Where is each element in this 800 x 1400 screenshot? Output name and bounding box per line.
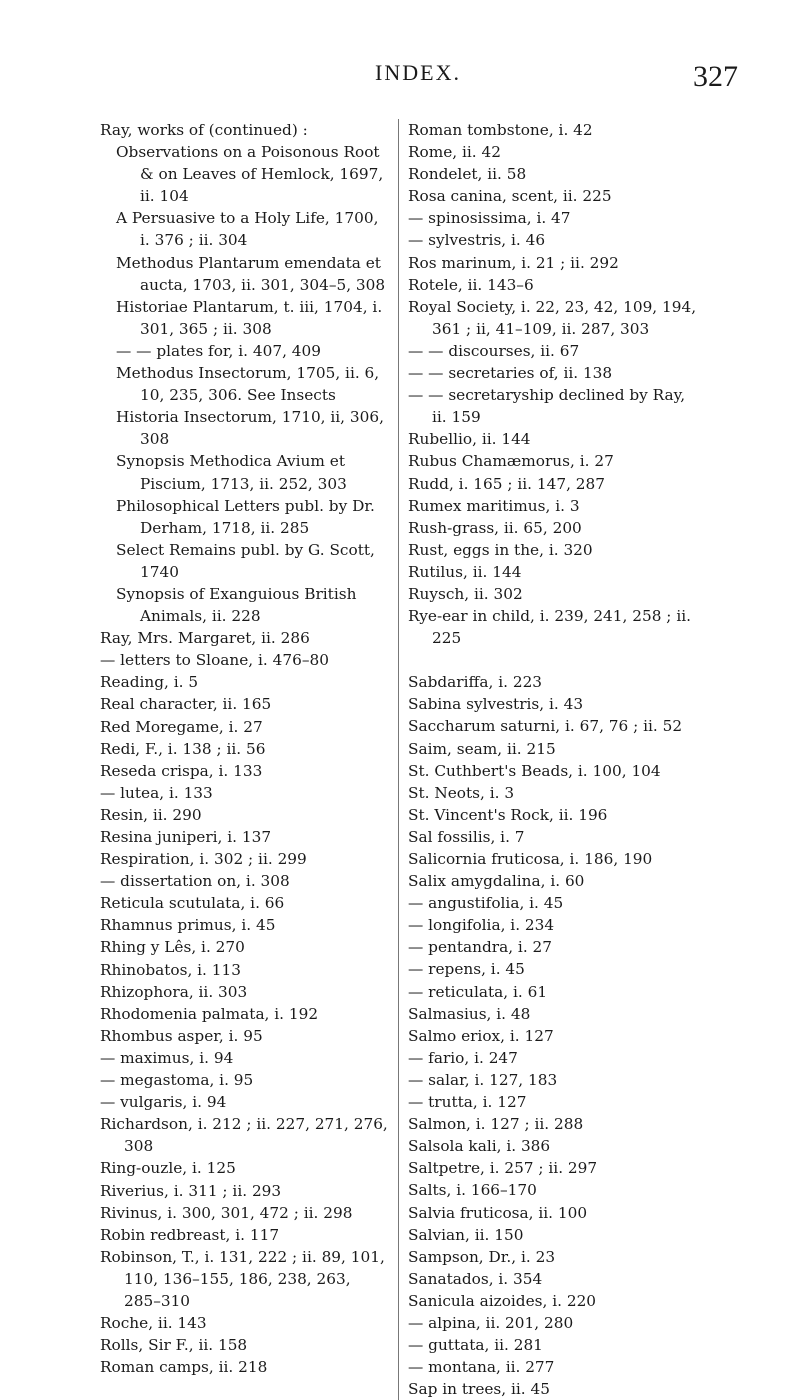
index-entry: Salmo eriox, i. 127 [408,1026,554,1045]
index-entry: Methodus Plantarum emendata et aucta, 1703, ii. 301, 304–5, 308 [116,253,386,294]
index-entry: Rush-grass, ii. 65, 200 [408,518,582,537]
index-entry: — sylvestris, i. 46 [408,231,546,250]
index-entry: Ruysch, ii. 302 [408,584,523,603]
index-entry: Ray, Mrs. Margaret, ii. 286 [100,629,310,648]
index-entry: — trutta, i. 127 [408,1093,527,1112]
index-entry: Rhombus asper, i. 95 [100,1026,263,1045]
index-entry: — guttata, ii. 281 [408,1336,543,1355]
index-entry: Saim, seam, ii. 215 [408,739,556,758]
index-entry: — — plates for, i. 407, 409 [116,341,321,360]
index-entry: — repens, i. 45 [408,960,525,979]
index-entry: — lutea, i. 133 [100,783,213,802]
index-entry: Philosophical Letters publ. by Dr. Derham, 1718, ii. 285 [116,496,375,537]
index-entry: Rotele, ii. 143–6 [408,275,534,294]
index-entry: Riverius, i. 311 ; ii. 293 [100,1181,282,1200]
index-entry: Rosa canina, scent, ii. 225 [408,187,612,206]
index-entry: Salicornia fruticosa, i. 186, 190 [408,850,653,868]
index-entry: — — discourses, ii. 67 [408,341,580,360]
index-entry: Rolls, Sir F., ii. 158 [100,1336,248,1355]
index-entry: — pentandra, i. 27 [408,938,553,957]
index-entry: Rumex maritimus, i. 3 [408,496,580,515]
index-entry: — maximus, i. 94 [100,1048,234,1067]
page-title: INDEX. [375,60,461,85]
index-entry: — salar, i. 127, 183 [408,1070,558,1089]
index-entry: Red Moregame, i. 27 [100,717,263,736]
index-entry: Salsola kali, i. 386 [408,1137,551,1156]
index-entry: Richardson, i. 212 ; ii. 227, 271, 276, 308 [100,1115,388,1156]
index-entry: Rome, ii. 42 [408,143,501,162]
index-entry: Observations on a Poisonous Root & on Leaves of Hemlock, 1697, ii. 104 [116,143,384,206]
page-number: 327 [693,60,738,93]
index-entry: Resina juniperi, i. 137 [100,828,272,846]
index-entry: — fario, i. 247 [408,1048,518,1067]
index-entry: Saccharum saturni, i. 67, 76 ; ii. 52 [408,717,683,736]
index-entry: Robinson, T., i. 131, 222 ; ii. 89, 101, 110, 136–155, 186, 238, 263, 285–310 [100,1247,385,1310]
index-entry: Select Remains publ. by G. Scott, 1740 [116,540,375,581]
index-entry: Sanatados, i. 354 [408,1269,543,1288]
index-entry: Sanicula aizoides, i. 220 [408,1291,597,1310]
index-entry: Reseda crispa, i. 133 [100,761,263,780]
index-entry: Roche, ii. 143 [100,1314,207,1333]
index-entry: Rhizophora, ii. 303 [100,982,248,1001]
index-entry: Sal fossilis, i. 7 [408,827,525,846]
index-entry: Sap in trees, ii. 45 [408,1380,550,1399]
index-entry: Rubus Chamæmorus, i. 27 [408,452,614,471]
index-entry: Reading, i. 5 [100,673,199,692]
index-entry: Ros marinum, i. 21 ; ii. 292 [408,253,619,272]
index-entry: St. Cuthbert's Beads, i. 100, 104 [408,761,661,780]
index-entry: Synopsis Methodica Avium et Piscium, 1713, ii. 252, 303 [116,452,347,493]
index-entry: Rye-ear in child, i. 239, 241, 258 ; ii. 225 [408,607,691,648]
index-entry: Salmon, i. 127 ; ii. 288 [408,1115,584,1134]
index-entry: — angustifolia, i. 45 [408,894,564,913]
index-entry: Robin redbreast, i. 117 [100,1225,280,1244]
index-entry: Rhamnus primus, i. 45 [100,916,276,935]
index-entry: Real character, ii. 165 [100,695,272,714]
index-entry: — — secretaryship declined by Ray, ii. 159 [408,386,686,427]
index-entry: Methodus Insectorum, 1705, ii. 6, 10, 235, 306. See Insects [116,364,380,405]
index-entry: Sampson, Dr., i. 23 [408,1247,556,1266]
index-entry: Reticula scutulata, i. 66 [100,894,285,913]
index-entry: — letters to Sloane, i. 476–80 [100,651,329,670]
index-entry: Redi, F., i. 138 ; ii. 56 [100,739,266,758]
index-entry: — vulgaris, i. 94 [100,1093,227,1112]
index-entry: Historia Insectorum, 1710, ii, 306, 308 [116,408,384,449]
index-column-left [100,119,392,1378]
index-entry: Salmasius, i. 48 [408,1004,531,1023]
index-entry: — dissertation on, i. 308 [100,872,290,891]
index-entry: — alpina, ii. 201, 280 [408,1313,574,1332]
index-entry: Ray, works of (continued) : [100,121,308,139]
index-entry: Salvian, ii. 150 [408,1225,524,1244]
index-entry: St. Vincent's Rock, ii. 196 [408,805,608,824]
index-entry: — spinosissima, i. 47 [408,209,571,228]
index-entry: Salvia fruticosa, ii. 100 [408,1203,588,1222]
index-entry: Respiration, i. 302 ; ii. 299 [100,850,307,869]
index-entry: Salts, i. 166–170 [408,1181,537,1200]
index-entry: — megastoma, i. 95 [100,1071,254,1090]
index-entry: Rust, eggs in the, i. 320 [408,540,593,559]
index-entry: — longifolia, i. 234 [408,916,555,935]
index-entry: Ring-ouzle, i. 125 [100,1159,236,1178]
index-entry: Salix amygdalina, i. 60 [408,872,585,891]
index-entry: Rutilus, ii. 144 [408,562,522,581]
index-entry: — montana, ii. 277 [408,1358,555,1377]
index-entry: Roman camps, ii. 218 [100,1358,268,1377]
page-header [98,60,738,96]
index-entry: Rhing y Lês, i. 270 [100,938,245,957]
index-entry: Rivinus, i. 300, 301, 472 ; ii. 298 [100,1203,353,1222]
index-entry: Rhinobatos, i. 113 [100,960,241,979]
index-entry: Sabdariffa, i. 223 [408,673,543,692]
index-entry: Saltpetre, i. 257 ; ii. 297 [408,1159,598,1178]
index-entry: — — secretaries of, ii. 138 [408,364,613,383]
index-column-right [398,119,698,1400]
index-entry: Rubellio, ii. 144 [408,430,531,449]
index-entry: Rondelet, ii. 58 [408,165,527,184]
index-entry: Historiae Plantarum, t. iii, 1704, i. 301, 365 ; ii. 308 [116,297,383,338]
index-entry: Synopsis of Exanguious British Animals, ii. 228 [116,584,357,626]
index-entry: Sabina sylvestris, i. 43 [408,695,584,714]
index-entry: Rudd, i. 165 ; ii. 147, 287 [408,474,605,493]
index-entry: Roman tombstone, i. 42 [408,121,593,139]
index-entry: Resin, ii. 290 [100,805,202,824]
index-entry: Rhodomenia palmata, i. 192 [100,1004,319,1023]
index-entry: Royal Society, i. 22, 23, 42, 109, 194, 361 ; ii, 41–109, ii. 287, 303 [408,297,697,338]
index-entry: St. Neots, i. 3 [408,783,515,802]
index-entry: — reticulata, i. 61 [408,982,548,1001]
index-entry: A Persuasive to a Holy Life, 1700, i. 376 ; ii. 304 [116,209,379,250]
